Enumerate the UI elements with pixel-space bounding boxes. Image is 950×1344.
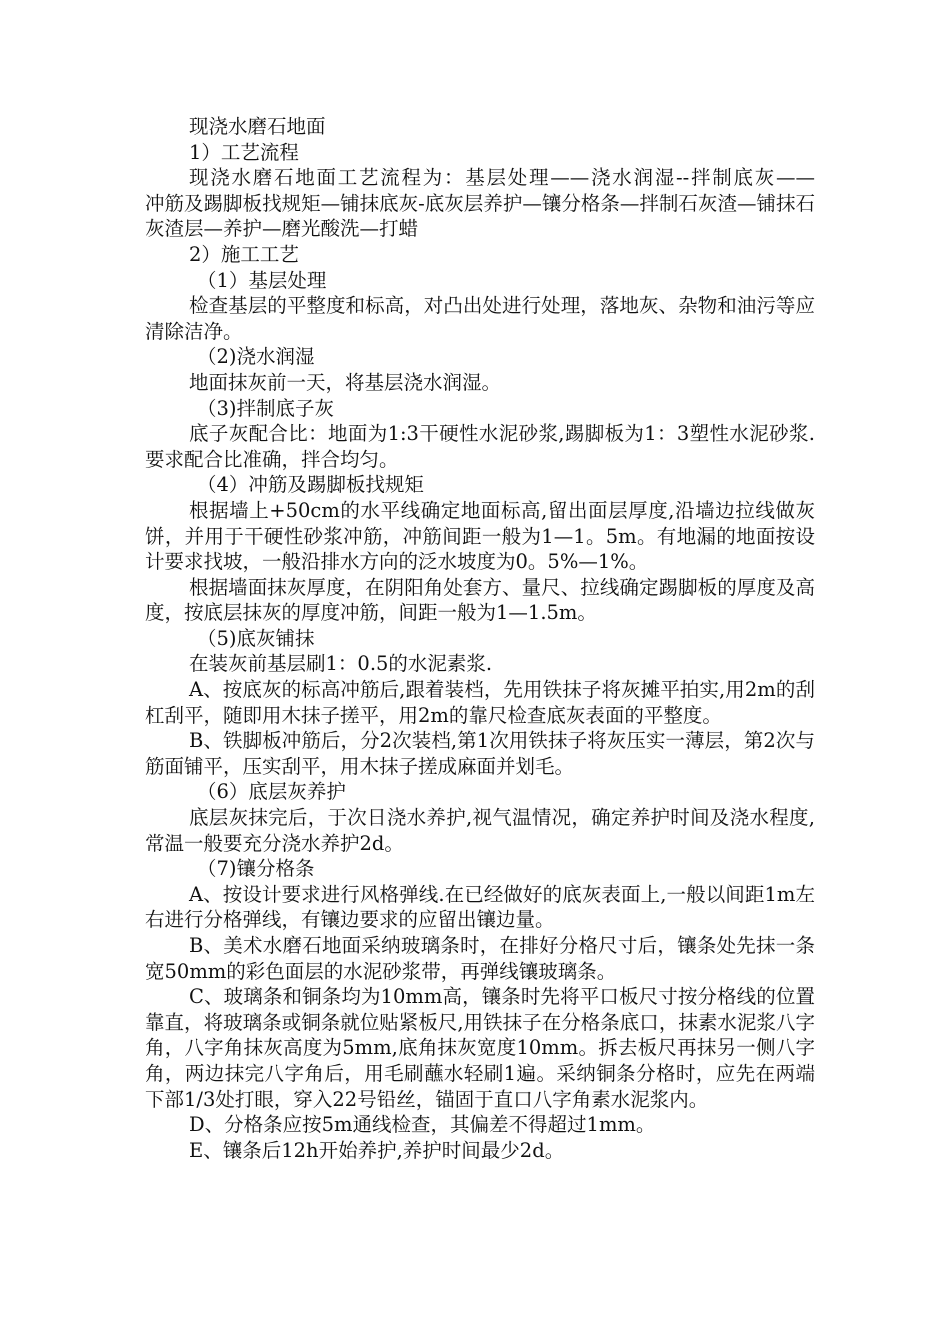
- document-title: 现浇水磨石地面: [189, 115, 326, 138]
- paragraph-base-coat-intro: 在装灰前基层刷1：0.5的水泥素浆.: [189, 652, 493, 676]
- paragraph-base-coat-a: A、按底灰的标高冲筋后,跟着装档，先用铁抹子将灰摊平拍实,用2m的刮杠刮平，随即用木抹子搓平，用2m的靠尺检查底灰表面的平整度。: [145, 678, 815, 727]
- paragraph-base-mortar: 底子灰配合比：地面为1:3干硬性水泥砂浆,踢脚板为1：3塑性水泥砂浆.要求配合比准确，拌合均匀。: [145, 422, 815, 471]
- subheading-base-coat: （5)底灰铺抹: [197, 626, 315, 650]
- subheading-base-treatment: （1）基层处理: [197, 268, 327, 292]
- paragraph-divider-d: D、分格条应按5m通线检查，其偏差不得超过1mm。: [189, 1113, 656, 1137]
- paragraph-base-treatment: 检查基层的平整度和标高，对凸出处进行处理，落地灰、杂物和油污等应清除洁净。: [145, 294, 815, 343]
- subheading-base-mortar: （3)拌制底子灰: [197, 396, 335, 420]
- subheading-watering: （2)浇水润湿: [197, 345, 315, 369]
- paragraph-screeding-b: 根据墙面抹灰厚度，在阴阳角处套方、量尺、拉线确定踢脚板的厚度及高度，按底层抹灰的厚度冲筋，间距一般为1—1.5m。: [145, 575, 815, 625]
- paragraph-screeding-a: 根据墙上+50cm的水平线确定地面标高,留出面层厚度,沿墙边拉线做灰饼，并用于干硬性砂浆冲筋，冲筋间距一般为1—1。5m。有地漏的地面按设计要求找坡，一般沿排水方向的泛水坡度为0。5%—1%。: [145, 498, 815, 574]
- section-heading-construction: 2）施工工艺: [189, 242, 299, 266]
- subheading-screeding: （4）冲筋及踢脚板找规矩: [197, 473, 424, 497]
- paragraph-base-coat-b: B、铁脚板冲筋后，分2次装档,第1次用铁抹子将灰压实一薄层，第2次与筋面铺平，压实刮平，用木抹子搓成麻面并划毛。: [145, 729, 815, 778]
- paragraph-divider-e: E、镶条后12h开始养护,养护时间最少2d。: [189, 1138, 565, 1162]
- paragraph-divider-c: C、玻璃条和铜条均为10mm高，镶条时先将平口板尺寸按分格线的位置靠直，将玻璃条或铜条就位贴紧板尺,用铁抹子在分格条底口，抹素水泥浆八字角，八字角抹灰高度为5mm,底角抹灰宽度10mm。拆去板尺再抹另一侧八字角，两边抹完八字角后，用毛刷蘸水轻刷1遍。采纳铜条分格时，应先在两端下部1/3处打眼，穿入22号铅丝，锚固于直口八字角素水泥浆内。: [145, 985, 815, 1111]
- paragraph-watering: 地面抹灰前一天，将基层浇水润湿。: [189, 370, 502, 394]
- document-page: [145, 114, 855, 1163]
- paragraph-curing: 底层灰抹完后，于次日浇水养护,视气温情况，确定养护时间及浇水程度,常温一般要充分浇水养护2d。: [145, 806, 815, 855]
- paragraph-process-flow: 现浇水磨石地面工艺流程为：基层处理——浇水润湿--拌制底灰—— 冲筋及踢脚板找规矩—铺抹底灰-底灰层养护—镶分格条—拌制石灰渣—铺抹石灰渣层—养护—磨光酸洗—打蜡: [145, 166, 855, 241]
- paragraph-divider-b: B、美术水磨石地面采纳玻璃条时，在排好分格尺寸后，镶条处先抹一条宽50mm的彩色面层的水泥砂浆带，再弹线镶玻璃条。: [145, 934, 815, 983]
- section-heading-process-flow: 1）工艺流程: [189, 140, 299, 164]
- paragraph-divider-a: A、按设计要求进行风格弹线.在已经做好的底灰表面上,一般以间距1m左右进行分格弹线，有镶边要求的应留出镶边量。: [145, 882, 815, 932]
- subheading-curing: （6）底层灰养护: [197, 780, 346, 804]
- subheading-divider-strips: （7)镶分格条: [197, 857, 315, 881]
